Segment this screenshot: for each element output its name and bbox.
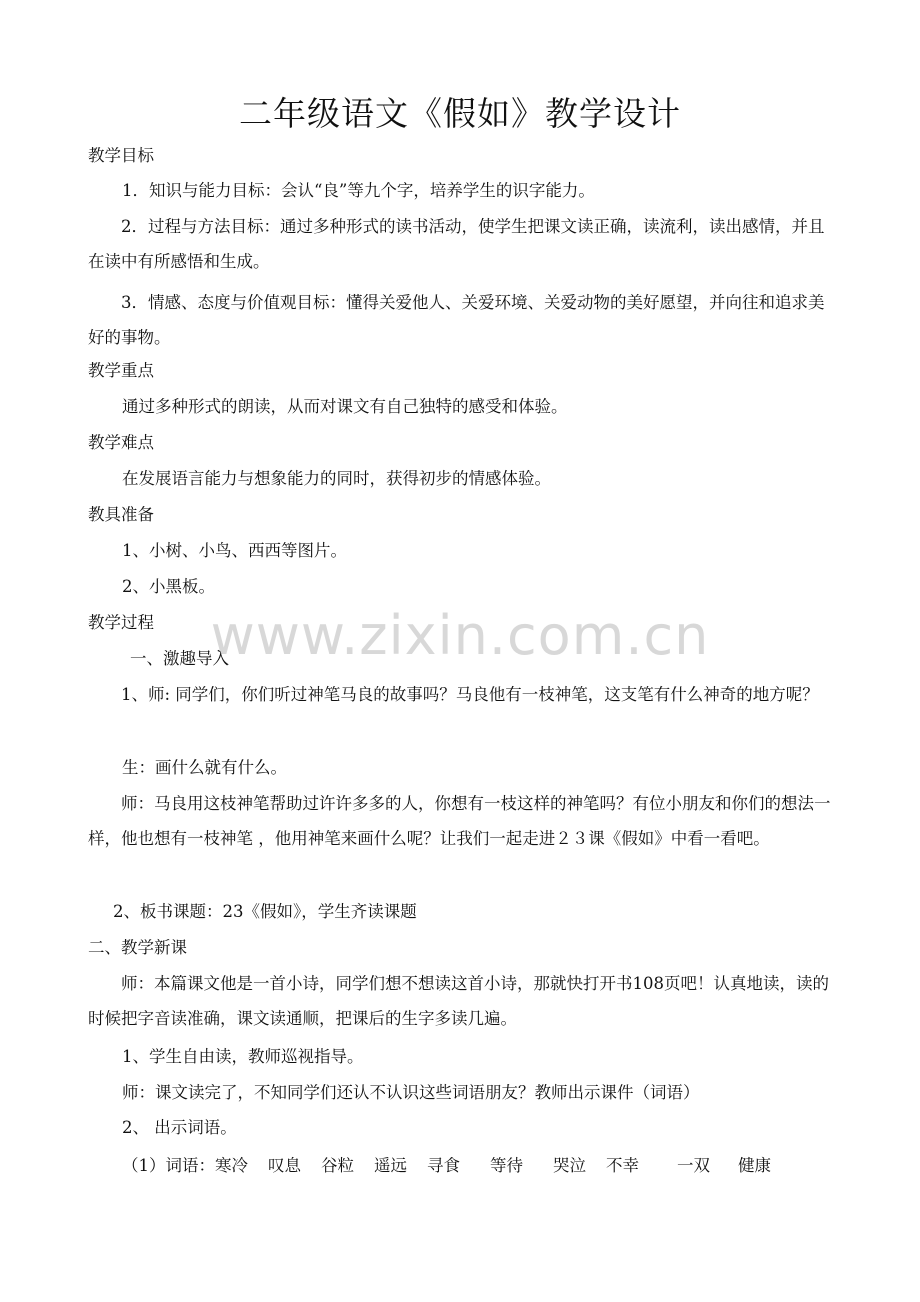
word-item: 谷粒 [321, 1156, 354, 1175]
word-item: 遥远 [374, 1156, 407, 1175]
material-item-2: 2、小黑板。 [122, 577, 215, 596]
word-item: 寻食 [427, 1156, 460, 1175]
section-heading-process: 教学过程 [88, 613, 154, 632]
process-paragraph-4: 2、板书课题：23《假如》，学生齐读课题 [113, 902, 417, 921]
process-paragraph-8: 2、 出示词语。 [122, 1118, 237, 1137]
process-paragraph-5: 师：本篇课文他是一首小诗，同学们想不想读这首小诗，那就快打开书108页吧！认真地读，读的时候把字音读准确，课文读通顺，把课后的生字多读几遍。 [88, 974, 829, 1028]
material-item-1: 1、小树、小鸟、西西等图片。 [122, 541, 347, 560]
word-list-label: （1）词语： [122, 1156, 215, 1175]
process-subheading-1: 一、激趣导入 [130, 649, 229, 668]
process-paragraph-3: 师：马良用这枝神笔帮助过许许多多的人，你想有一枝这样的神笔吗？有位小朋友和你们的想法一样，他也想有一枝神笔 ，他用神笔来画什么呢？让我们一起走进２３课《假如》中看一看吧。 [88, 794, 831, 848]
word-list [122, 1152, 771, 1176]
process-paragraph-2: 生：画什么就有什么。 [122, 758, 287, 777]
watermark: www.zixin.com.cn [210, 604, 710, 667]
objective-2: 2．过程与方法目标：通过多种形式的读书活动，使学生把课文读正确，读流利，读出感情，并且在读中有所感悟和生成。 [88, 217, 825, 271]
word-item: 一双 [677, 1156, 710, 1175]
key-point-text: 通过多种形式的朗读，从而对课文有自己独特的感受和体验。 [122, 397, 568, 416]
objective-1: 1．知识与能力目标：会认“良”等九个字，培养学生的识字能力。 [122, 181, 595, 200]
difficulty-text: 在发展语言能力与想象能力的同时，获得初步的情感体验。 [122, 469, 551, 488]
process-paragraph-1: 1、师: 同学们，你们听过神笔马良的故事吗？马良他有一枝神笔，这支笔有什么神奇的地方呢？ [121, 685, 819, 704]
objective-3: 3．情感、态度与价值观目标：懂得关爱他人、关爱环境、关爱动物的美好愿望，并向往和追求美好的事物。 [88, 293, 825, 347]
word-item: 叹息 [268, 1156, 301, 1175]
word-item: 健康 [738, 1156, 771, 1175]
section-heading-key-points: 教学重点 [88, 361, 154, 380]
word-item: 寒冷 [215, 1156, 248, 1175]
process-paragraph-6: 1、学生自由读，教师巡视指导。 [122, 1047, 364, 1066]
word-item: 等待 [490, 1156, 523, 1175]
section-heading-materials: 教具准备 [88, 505, 154, 524]
section-heading-objectives: 教学目标 [88, 146, 154, 165]
process-subheading-2: 二、教学新课 [88, 938, 187, 957]
word-item: 不幸 [606, 1156, 639, 1175]
page-title: 二年级语文《假如》教学设计 [239, 94, 681, 133]
word-item: 哭泣 [553, 1156, 586, 1175]
section-heading-difficulties: 教学难点 [88, 433, 154, 452]
process-paragraph-7: 师：课文读完了，不知同学们还认不认识这些词语朋友？教师出示课件（词语） [122, 1083, 700, 1102]
